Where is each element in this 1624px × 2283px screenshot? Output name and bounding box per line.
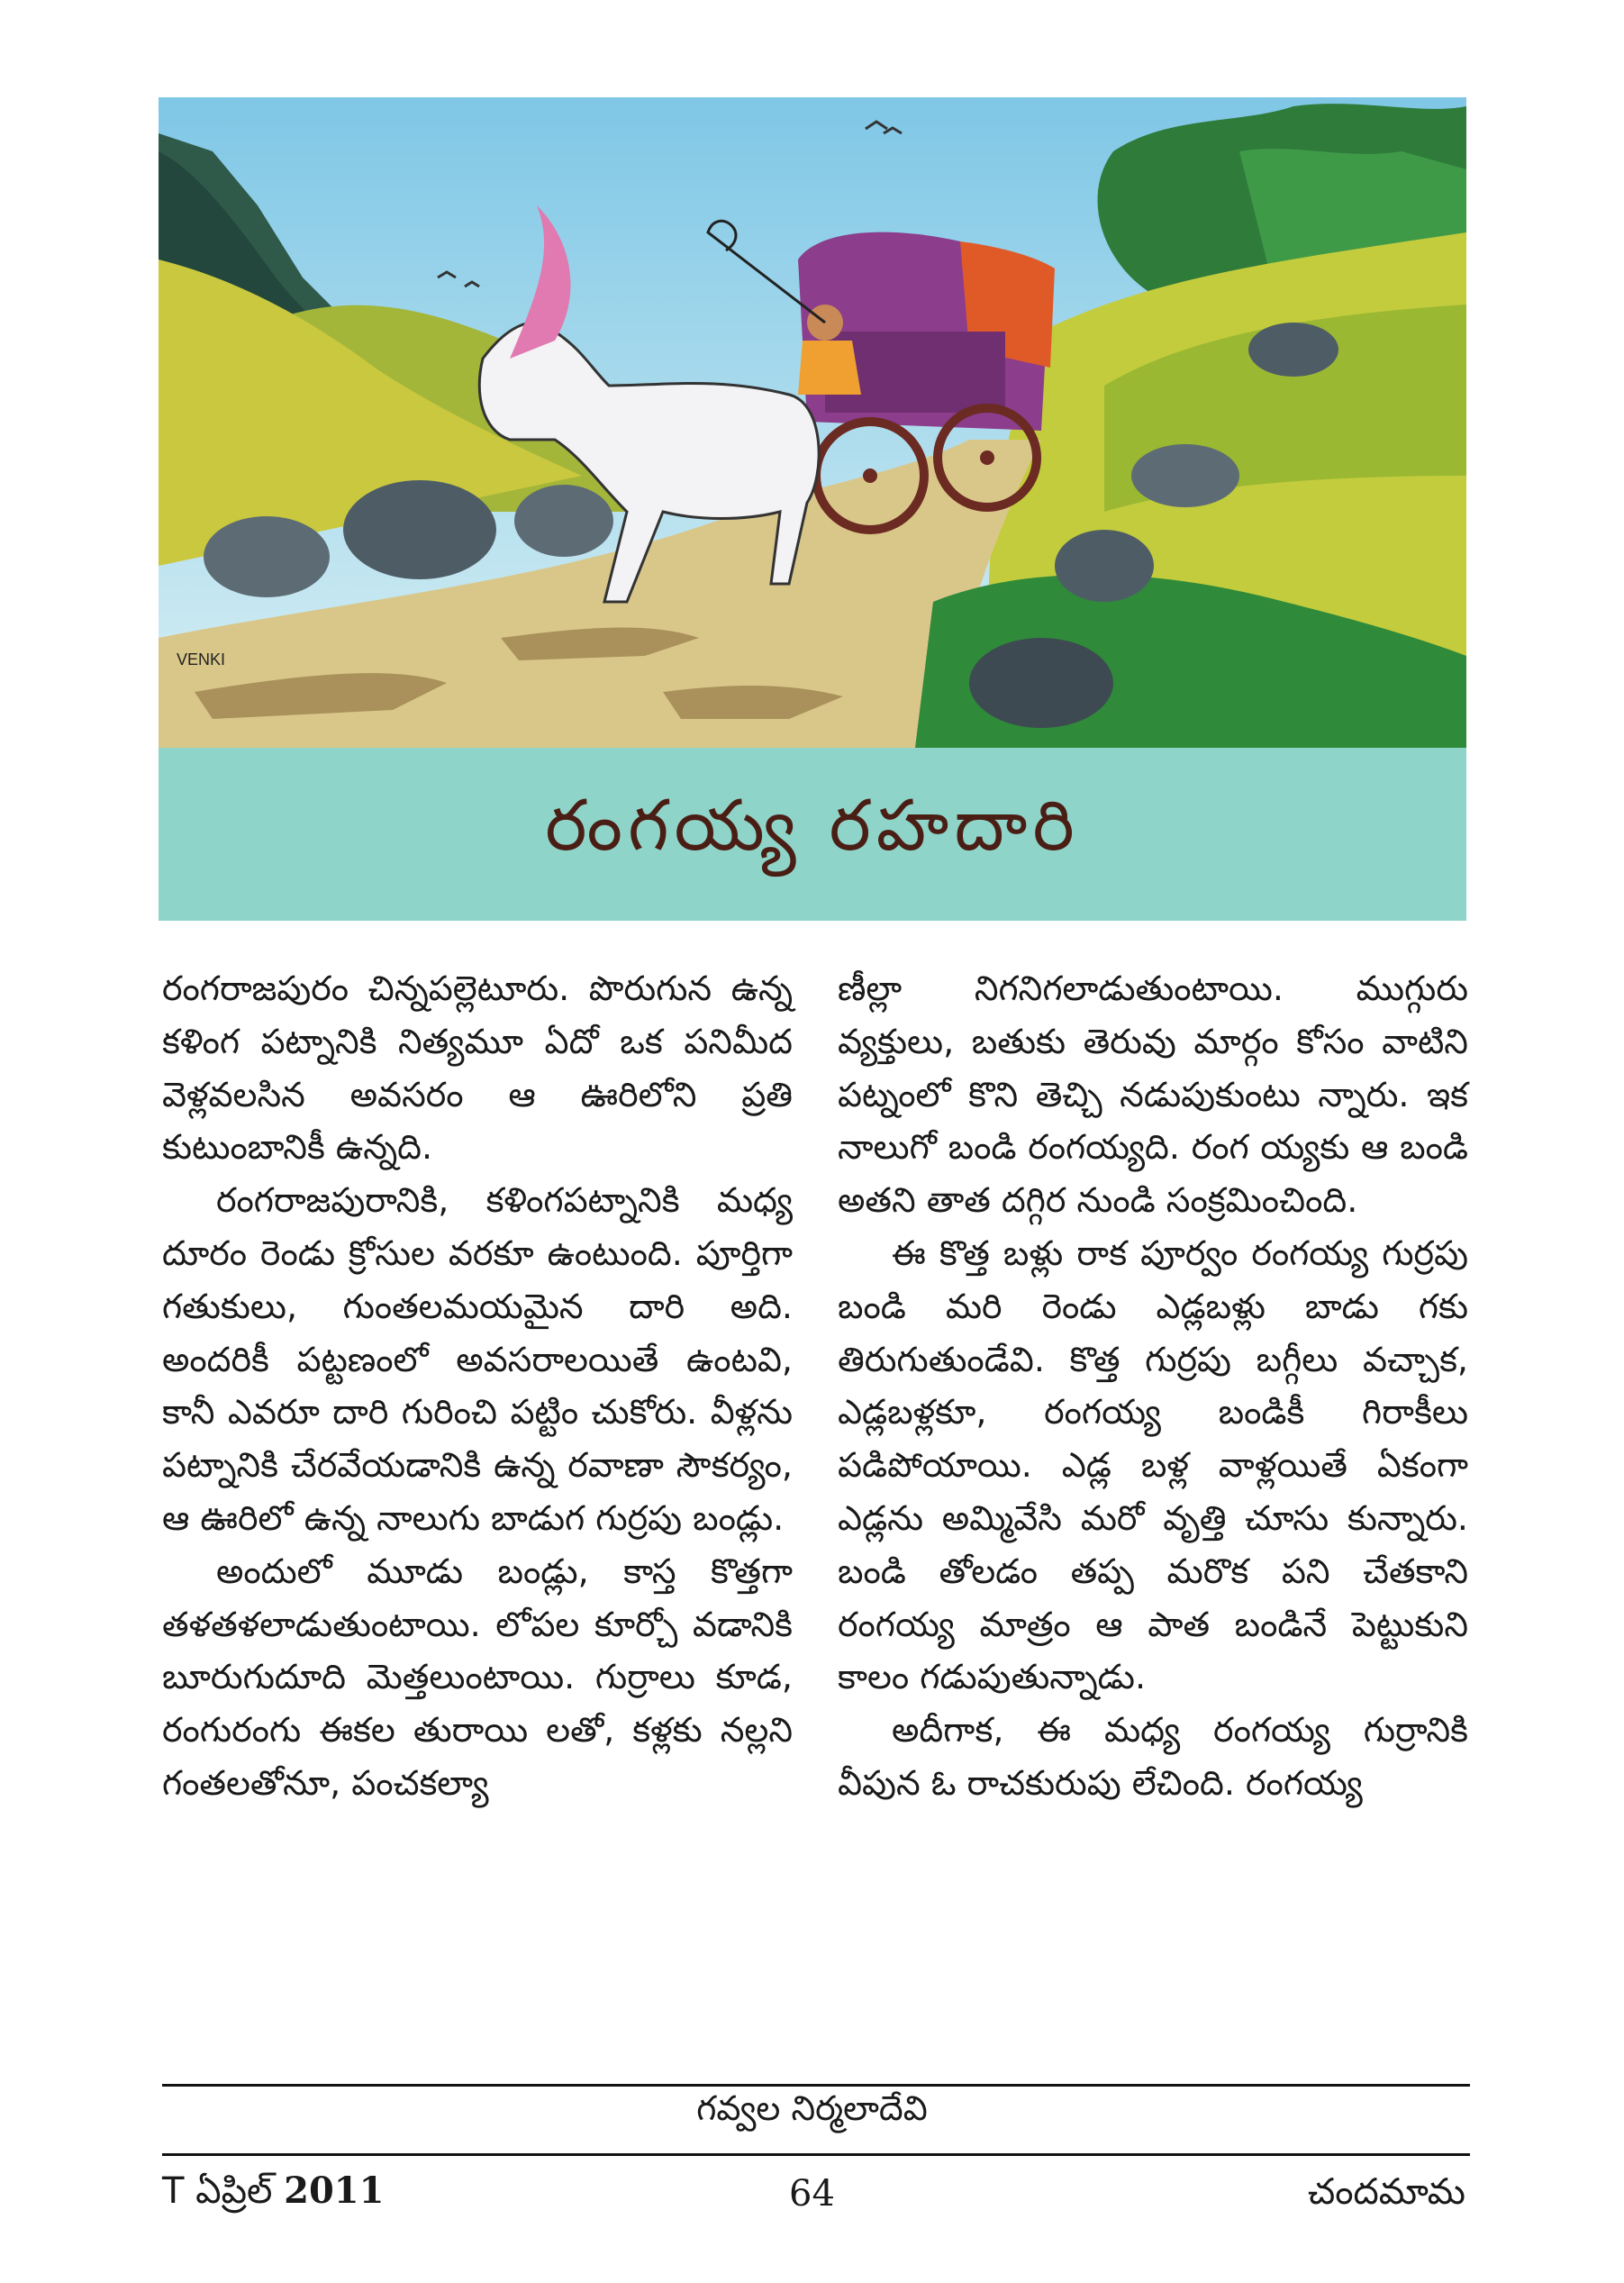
illustrator-signature: VENKI [177,650,226,669]
footer-year: 2011 [284,2169,385,2212]
right-column [838,962,1468,1810]
horse-cart-scene [159,97,1466,748]
footer-mark: T [162,2170,185,2212]
paragraph: అదీగాక, ఈ మధ్య రంగయ్య గుర్రానికి వీపున ఓ రాచకురుపు లేచింది. రంగయ్య [838,1710,1468,1803]
left-column [162,962,793,1810]
paragraph: రంగరాజపురానికి, కళింగపట్నానికి మధ్య దూరం రెండు క్రోసుల వరకూ ఉంటుంది. పూర్తిగా గతుకులు, గుంతలమయమైన దారి అది. అందరికీ పట్టణంలో అవసరాలయితే ఉంటవి, కానీ ఎవరూ దారి గురించి పట్టిం చుకోరు. వీళ్లను పట్నానికి చేరవేయడానికి ఉన్న రవాణా సౌకర్యం, ఆ ఊరిలో ఉన్న నాలుగు బాడుగ గుర్రపు బండ్లు. [162,1180,793,1538]
page-number: 64 [789,2173,835,2215]
story-illustration [159,97,1466,748]
author-rule-bottom [162,2153,1470,2156]
author-rule-top [162,2084,1470,2087]
paragraph: రంగరాజపురం చిన్నపల్లెటూరు. పొరుగున ఉన్న కళింగ పట్నానికి నిత్యమూ ఏదో ఒక పనిమీద వెళ్లవలసిన అవసరం ఆ ఊరిలోని ప్రతి కుటుంబానికీ ఉన్నది. [162,969,793,1168]
footer-month: ఏప్రిల్ [195,2170,273,2212]
magazine-name: చందమామ [1307,2171,1465,2213]
story-title: రంగయ్య రహదారి [545,786,1080,867]
paragraph: ణీల్లా నిగనిగలాడుతుంటాయి. ముగ్గురు వ్యక్తులు, బతుకు తెరువు మార్గం కోసం వాటిని పట్నంలో కొని తెచ్చి నడుపుకుంటు న్నారు. ఇక నాలుగో బండి రంగయ్యది. రంగ య్యకు ఆ బండి అతని తాత దగ్గిర నుండి సంక్రమించింది. [838,969,1468,1221]
paragraph: ఈ కొత్త బళ్లు రాక పూర్వం రంగయ్య గుర్రపు బండి మరి రెండు ఎడ్లబళ్లు బాడు గకు తిరుగుతుండేవి. కొత్త గుర్రపు బగ్గీలు వచ్చాక, ఎడ్లబళ్లకూ, రంగయ్య బండికీ గిరాకీలు పడిపోయాయి. ఎడ్ల బళ్ల వాళ్లయితే ఏకంగా ఎడ్లను అమ్మివేసి మరో వృత్తి చూసు కున్నారు. బండి తోలడం తప్ప మరొక పని చేతకాని రంగయ్య మాత్రం ఆ పాత బండినే పెట్టుకుని కాలం గడుపుతున్నాడు. [838,1232,1468,1697]
author-name: గవ్వల నిర్మలాదేవి [696,2088,928,2128]
paragraph: అందులో మూడు బండ్లు, కాస్త కొత్తగా తళతళలాడుతుంటాయి. లోపల కూర్చో వడానికి బూరుగుదూది మెత్తలుంటాయి. గుర్రాలు కూడ, రంగురంగు ఈకల తురాయి లతో, కళ్లకు నల్లని గంతలతోనూ, పంచకల్యా [162,1551,793,1803]
title-band [159,748,1466,921]
